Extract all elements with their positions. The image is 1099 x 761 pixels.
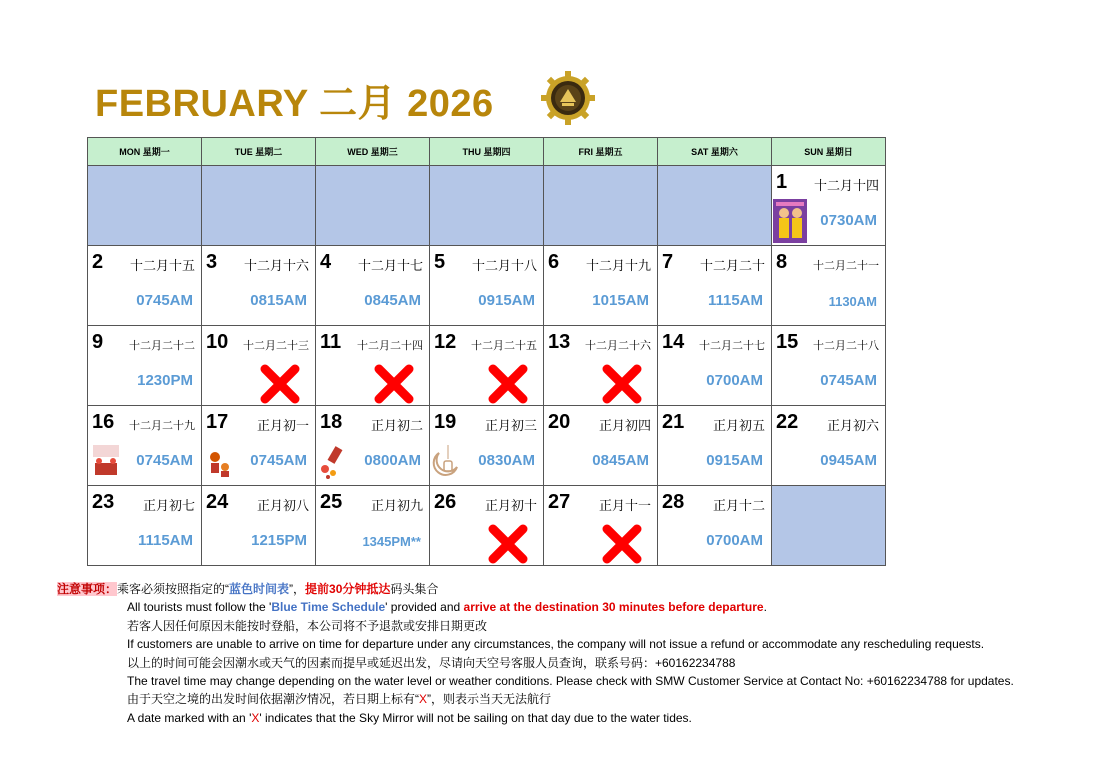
day-cell-15 [772,326,886,406]
lunar-date: 十二月十八 [471,258,537,273]
lion-dance-illustration-icon [203,439,237,483]
day-number: 12 [434,331,457,353]
day-cell-19 [430,406,544,486]
day-cell-14 [658,326,772,406]
day-number: 4 [320,251,332,273]
day-number: 24 [206,491,229,513]
week-row-4 [88,406,886,486]
departure-time: 0800AM [364,452,421,469]
blue-schedule-highlight: 蓝色时间表 [229,582,290,596]
day-cell-3 [202,246,316,326]
departure-time: 0745AM [820,372,877,389]
empty-cell [88,166,202,246]
week-row-3 [88,326,886,406]
day-cell-1 [772,166,886,246]
day-cell-27 [544,486,658,566]
day-cell-9 [88,326,202,406]
day-number: 17 [206,411,229,433]
lunar-date: 十二月十四 [813,178,879,193]
lunar-date: 十二月十六 [243,258,309,273]
weekday-fri: FRI 星期五 [544,138,658,166]
day-cell-18 [316,406,430,486]
lunar-date: 十二月二十 [699,258,765,273]
notice-line-4: If customers are unable to arrive on time for departure under any circumstances, the company will not issue a refund or accommodate any rescheduling requests. [127,637,985,652]
lunar-date: 十二月十七 [357,258,423,273]
notice-section [57,580,1014,727]
day-number: 14 [662,331,685,353]
lunar-date: 十二月二十二 [129,340,195,352]
lunar-date: 正月初八 [256,498,309,513]
day-number: 25 [320,491,343,513]
day-number: 19 [434,411,457,433]
firecracker-illustration-icon [317,439,351,483]
lunar-date: 十二月二十六 [585,340,651,352]
departure-time: 0815AM [250,292,307,309]
weekday-sun: SUN 星期日 [772,138,886,166]
departure-time: 0745AM [136,452,193,469]
day-cell-13 [544,326,658,406]
lunar-date: 十二月二十八 [813,340,879,352]
new-year-eve-illustration-icon [89,439,123,483]
day-number: 3 [206,251,218,273]
departure-time: 1215PM [251,532,307,549]
notice-text: ' indicates that the Sky Mirror will not be sailing on that day due to the water tides. [259,710,692,725]
day-cell-11 [316,326,430,406]
week-row-2 [88,246,886,326]
day-number: 13 [548,331,571,353]
departure-time: 0830AM [478,452,535,469]
day-number: 28 [662,491,685,513]
day-cell-26 [430,486,544,566]
arrival-highlight: arrive at the destination 30 minutes before departure [463,600,764,615]
day-number: 26 [434,491,457,513]
day-number: 16 [92,411,115,433]
empty-cell [316,166,430,246]
departure-time: 0945AM [820,452,877,469]
departure-time: 1345PM** [362,534,421,549]
day-number: 1 [776,171,788,193]
notice-line-7 [57,690,1014,708]
day-number: 18 [320,411,343,433]
notice-text: 码头集合 [390,582,439,596]
notice-text: ' provided and [385,600,464,615]
lunar-date: 正月十二 [712,498,765,513]
day-number: 9 [92,331,104,353]
day-cell-8 [772,246,886,326]
departure-time: 0915AM [706,452,763,469]
day-number: 2 [92,251,104,273]
departure-time: 1115AM [137,532,193,549]
day-number: 10 [206,331,229,353]
lunar-date: 正月初九 [370,498,423,513]
week-row-5 [88,486,886,566]
day-number: 6 [548,251,560,273]
departure-time: 0915AM [478,292,535,309]
weekday-header-row [88,138,886,166]
departure-time: 1015AM [592,292,649,309]
day-number: 15 [776,331,799,353]
notice-line-6: The travel time may change depending on the water level or weather conditions. Please check with SMW Customer Service at Contact No: +60162234788 for updates. [127,674,1014,689]
week-row-1 [88,166,886,246]
notice-text: . [763,600,767,615]
day-cell-7 [658,246,772,326]
day-number: 5 [434,251,446,273]
lunar-date: 十二月二十五 [471,340,537,352]
day-number: 8 [776,251,788,273]
weekday-thu: THU 星期四 [430,138,544,166]
notice-text: 由于天空之境的出发时间依据潮汐情况，若日期上标有“ [127,692,419,707]
departure-time: 0845AM [364,292,421,309]
lunar-date: 正月初一 [256,418,309,433]
notice-text: ”， [289,582,306,596]
lunar-date: 十二月二十七 [699,340,765,352]
no-sailing-x-icon [374,364,414,404]
gear-logo-icon [540,70,596,126]
lunar-date: 十二月二十九 [129,420,195,432]
day-cell-12 [430,326,544,406]
festival-illustration-icon [773,199,807,243]
x-marker-text: X [251,710,260,725]
departure-time: 0845AM [592,452,649,469]
lunar-date: 十二月二十四 [357,340,423,352]
x-marker-text: X [419,692,428,707]
no-sailing-x-icon [602,364,642,404]
lunar-date: 正月初三 [484,418,537,433]
notice-line-3: 若客人因任何原因未能按时登船，本公司将不予退款或安排日期更改 [127,618,488,633]
departure-time: 0700AM [706,532,763,549]
day-cell-21 [658,406,772,486]
day-number: 7 [662,251,674,273]
day-cell-16 [88,406,202,486]
notice-text: 乘客必须按照指定的“ [117,582,230,596]
day-cell-20 [544,406,658,486]
notice-text: ”，则表示当天无法航行 [427,692,552,707]
lunar-date: 十二月二十三 [243,340,309,352]
blue-schedule-highlight: Blue Time Schedule [271,600,386,615]
empty-cell [430,166,544,246]
day-cell-23 [88,486,202,566]
day-number: 21 [662,411,685,433]
notice-line-8 [57,709,1014,727]
notice-text: A date marked with an ' [127,710,252,725]
crescent-lantern-illustration-icon [431,439,465,483]
departure-time: 1115AM [707,292,763,309]
day-cell-5 [430,246,544,326]
lunar-date: 正月初六 [826,418,879,433]
empty-cell [544,166,658,246]
weekday-wed: WED 星期三 [316,138,430,166]
no-sailing-x-icon [260,364,300,404]
day-number: 22 [776,411,799,433]
lunar-date: 十二月二十一 [813,260,879,272]
lunar-date: 十二月十九 [585,258,651,273]
day-number: 27 [548,491,571,513]
day-cell-22 [772,406,886,486]
day-cell-25 [316,486,430,566]
day-cell-24 [202,486,316,566]
empty-cell [202,166,316,246]
departure-time: 0730AM [820,212,877,229]
no-sailing-x-icon [602,524,642,564]
lunar-date: 正月初十 [484,498,537,513]
weekday-sat: SAT 星期六 [658,138,772,166]
day-cell-2 [88,246,202,326]
departure-time: 0745AM [136,292,193,309]
no-sailing-x-icon [488,524,528,564]
weekday-mon: MON 星期一 [88,138,202,166]
notice-text: All tourists must follow the ' [127,600,272,615]
empty-cell [658,166,772,246]
weekday-tue: TUE 星期二 [202,138,316,166]
day-number: 23 [92,491,115,513]
lunar-date: 十二月十五 [129,258,195,273]
lunar-date: 正月初七 [142,498,195,513]
lunar-date: 正月十一 [598,498,651,513]
lunar-date: 正月初二 [370,418,423,433]
no-sailing-x-icon [488,364,528,404]
lunar-date: 正月初五 [712,418,765,433]
page-title: FEBRUARY 二月 2026 [95,83,494,125]
departure-time: 1230PM [137,372,193,389]
notice-line-5: 以上的时间可能会因潮水或天气的因素而提早或延迟出发，尽请向天空号客服人员查询，联系号码：+60162234788 [127,655,736,670]
day-cell-28 [658,486,772,566]
notice-label: 注意事项： [57,582,118,596]
day-cell-10 [202,326,316,406]
departure-time: 1130AM [828,294,877,309]
departure-time: 0745AM [250,452,307,469]
lunar-date: 正月初四 [598,418,651,433]
notice-line-1 [57,580,1014,598]
day-number: 20 [548,411,571,433]
notice-line-2 [57,598,1014,616]
empty-cell [772,486,886,566]
departure-time: 0700AM [706,372,763,389]
day-cell-6 [544,246,658,326]
calendar-grid [87,137,886,566]
day-cell-4 [316,246,430,326]
day-number: 11 [320,331,342,353]
day-cell-17 [202,406,316,486]
arrival-highlight: 提前30分钟抵达 [305,582,391,596]
